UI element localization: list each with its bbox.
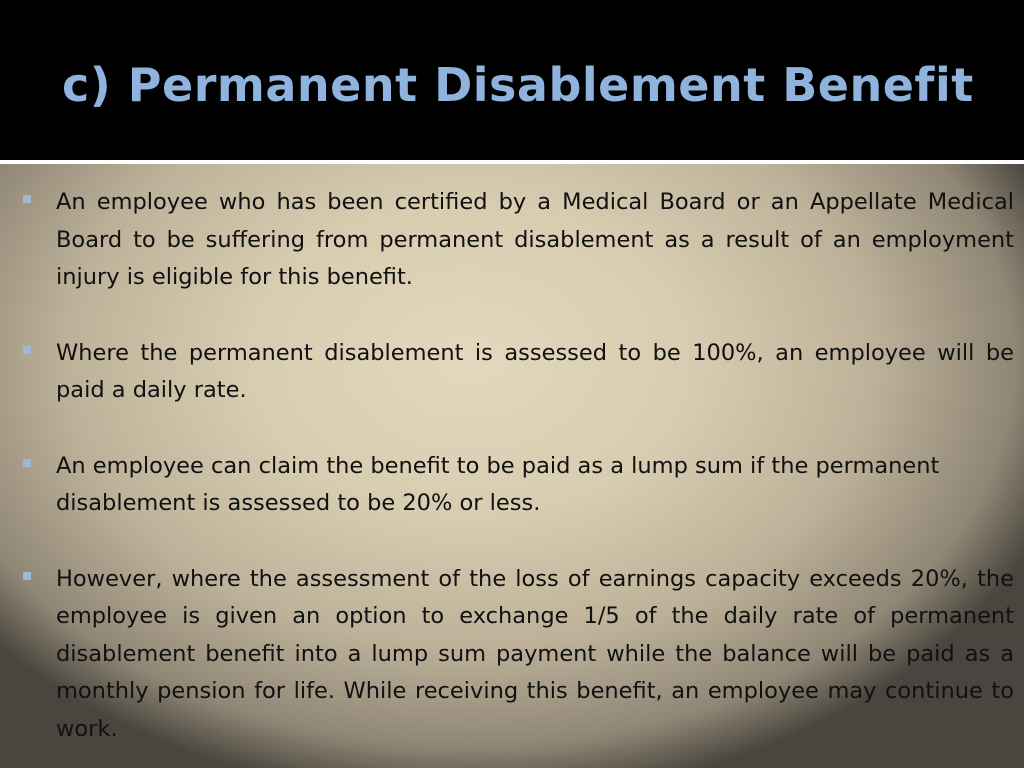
bullet-item [20,184,1014,297]
bullet-item [20,561,1014,749]
square-bullet-icon [23,572,31,580]
bullet-text: An employee who has been certified by a Medical Board or an Appellate Medical Board to be suffering from permanent disablement as a result of an employment injury is eligible for this benefit. [56,189,1014,290]
bullet-list [20,184,1014,768]
square-bullet-icon [23,195,31,203]
bullet-item [20,335,1014,410]
bullet-text: However, where the assessment of the loss of earnings capacity exceeds 20%, the employee is given an option to exchange 1/5 of the daily rate of permanent disablement benefit into a lump sum payment while the balance will be paid as a monthly pension for life. While receiving this benefit, an employee may continue to work. [56,565,1014,742]
bullet-text: An employee can claim the benefit to be paid as a lump sum if the permanent disablement is assessed to be 20% or less. [56,452,940,516]
slide-title: c) Permanent Disablement Benefit [62,58,974,112]
bullet-item [20,448,1014,523]
square-bullet-icon [23,459,31,467]
square-bullet-icon [23,346,31,354]
bullet-text: Where the permanent disablement is assessed to be 100%, an employee will be paid a daily rate. [56,339,1014,403]
title-bar [0,0,1024,160]
title-divider [0,160,1024,164]
